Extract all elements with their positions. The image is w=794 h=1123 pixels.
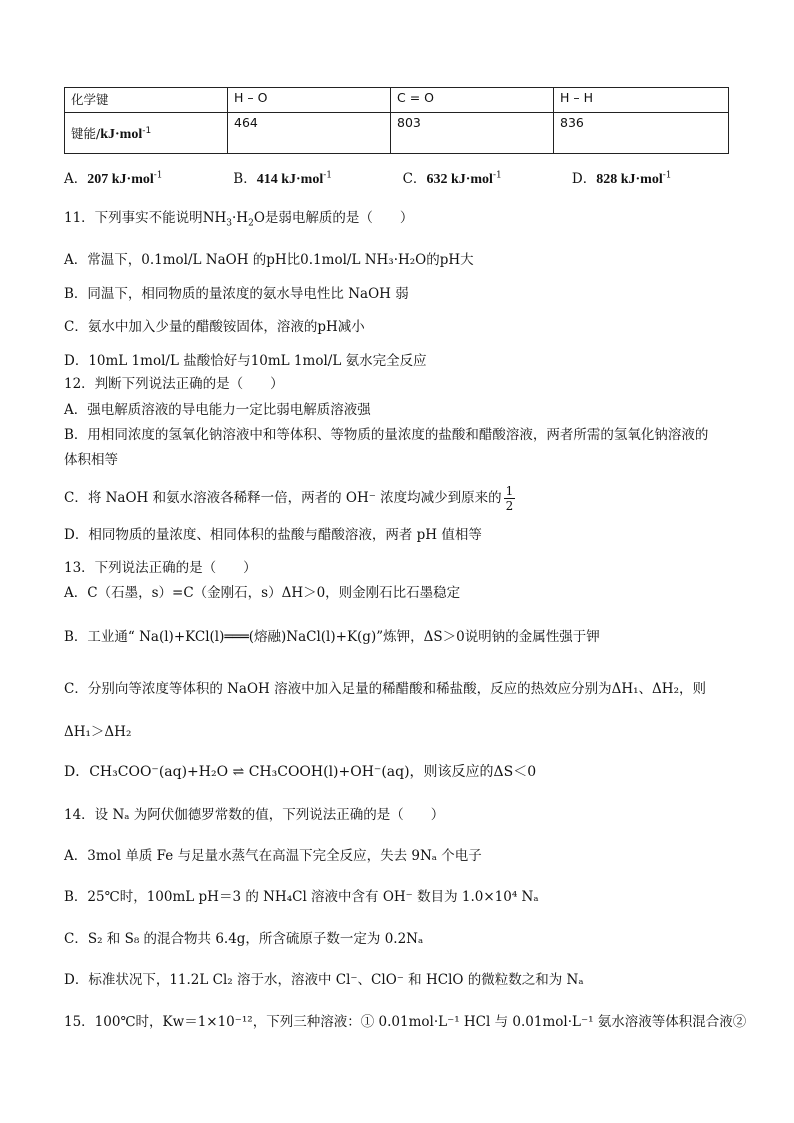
option-sup: -1: [492, 170, 502, 181]
table-cell: 803: [391, 113, 554, 154]
q12-stem: 12．判断下列说法正确的是（ ）: [64, 376, 284, 392]
table-cell: 464: [228, 113, 391, 154]
bond-energy-table: [64, 87, 729, 154]
option-sup: -1: [153, 170, 163, 181]
fraction: [504, 484, 516, 513]
q12-option-b-line2: 体积相等: [64, 452, 118, 468]
q13-option-a: A．C（石墨，s）=C（金刚石，s）ΔH＞0，则金刚石比石墨稳定: [64, 585, 461, 601]
q12-option-c: [64, 484, 734, 513]
option-letter: A．: [64, 171, 88, 187]
option-letter: C．: [402, 171, 427, 187]
option-letter: B．: [233, 171, 257, 187]
q12-option-d: D．相同物质的量浓度、相同体积的盐酸与醋酸溶液，两者 pH 值相等: [64, 527, 482, 543]
fraction-denominator: 2: [505, 499, 514, 513]
q13-option-b: B．工业通“ Na(l)+KCl(l)═══(熔融)NaCl(l)+K(g)”炼钾，ΔS＞0说明钠的金属性强于钾: [64, 629, 600, 645]
q11-stem-text: 11．下列事实不能说明: [64, 210, 203, 226]
q11-option-d: D．10mL 1mol/L 盐酸恰好与10mL 1mol/L 氨水完全反应: [64, 353, 427, 369]
option-c: [403, 170, 568, 189]
table-header-cell: H – H: [554, 88, 729, 113]
q15-stem: 15．100℃时，Kw＝1×10⁻¹²，下列三种溶液：① 0.01mol·L⁻¹ HCl 与 0.01mol·L⁻¹ 氨水溶液等体积混合液②: [64, 1014, 747, 1030]
option-value: 414 kJ·mol: [256, 172, 324, 187]
table-header-cell: 化学键: [65, 88, 228, 113]
table-header-cell: H – O: [228, 88, 391, 113]
table-header-row: [65, 88, 729, 113]
formula-part: ·H: [232, 210, 249, 226]
option-sup: -1: [662, 170, 672, 181]
fraction-numerator: 1: [505, 484, 514, 498]
table-row-label: [65, 113, 228, 154]
q14-option-d: D．标准状况下，11.2L Cl₂ 溶于水，溶液中 Cl⁻、ClO⁻ 和 HClO 的微粒数之和为 Nₐ: [64, 972, 584, 988]
q13-option-d: D．CH₃COO⁻(aq)+H₂O ⇌ CH₃COOH(l)+OH⁻(aq)，则该反应的ΔS＜0: [64, 764, 537, 780]
q14-option-b: B．25℃时，100mL pH＝3 的 NH₄Cl 溶液中含有 OH⁻ 数目为 1.0×10⁴ Nₐ: [64, 889, 539, 905]
row-unit: kJ·mol: [100, 126, 143, 142]
q12-option-b-line1: B．用相同浓度的氢氧化钠溶液中和等体积、等物质的量浓度的盐酸和醋酸溶液，两者所需的氢氧化钠溶液的: [64, 427, 709, 443]
option-value: 828 kJ·mol: [596, 172, 663, 187]
option-value: 632 kJ·mol: [426, 172, 493, 187]
option-sup: -1: [323, 170, 333, 181]
q11-option-c: C．氨水中加入少量的醋酸铵固体，溶液的pH减小: [64, 319, 365, 335]
option-b: [233, 170, 398, 189]
formula-part: NH: [202, 210, 227, 226]
table-header-cell: C = O: [391, 88, 554, 113]
option-letter: D．: [571, 171, 597, 187]
option-d: [572, 170, 737, 189]
q14-option-a: A．3mol 单质 Fe 与足量水蒸气在高温下完全反应，失去 9Nₐ 个电子: [64, 848, 482, 864]
formula-sub: 3: [226, 218, 233, 229]
option-value: 207 kJ·mol: [87, 172, 154, 187]
q13-stem: 13．下列说法正确的是（ ）: [64, 560, 257, 576]
q11-option-b: B．同温下，相同物质的量浓度的氨水导电性比 NaOH 弱: [64, 286, 409, 302]
q10-options: [64, 170, 734, 189]
q11-stem-tail: O是弱电解质的是（ ）: [253, 210, 414, 226]
q14-stem: 14．设 Nₐ 为阿伏伽德罗常数的值，下列说法正确的是（ ）: [64, 807, 445, 823]
row-label-text: 键能/: [71, 125, 101, 141]
table-cell: 836: [554, 113, 729, 154]
q12-option-a: A．强电解质溶液的导电能力一定比弱电解质溶液强: [64, 402, 371, 418]
q13-option-c-line1: C．分别向等浓度等体积的 NaOH 溶液中加入足量的稀醋酸和稀盐酸，反应的热效应分别为ΔH₁、ΔH₂，则: [64, 681, 706, 697]
option-a: [64, 170, 229, 189]
q13-option-c-line2: ΔH₁＞ΔH₂: [64, 724, 132, 740]
q11-option-a: A．常温下，0.1mol/L NaOH 的pH比0.1mol/L NH₃·H₂O的pH大: [64, 252, 474, 268]
q14-option-c: C．S₂ 和 S₈ 的混合物共 6.4g，所含硫原子数一定为 0.2Nₐ: [64, 931, 424, 947]
row-unit-sup: -1: [142, 125, 152, 136]
table-row: [65, 113, 729, 154]
q11-stem: [64, 209, 734, 227]
q12-option-c-text: C．将 NaOH 和氨水溶液各稀释一倍，两者的 OH⁻ 浓度均减少到原来的: [64, 490, 502, 506]
formula-sub: 2: [248, 218, 254, 229]
